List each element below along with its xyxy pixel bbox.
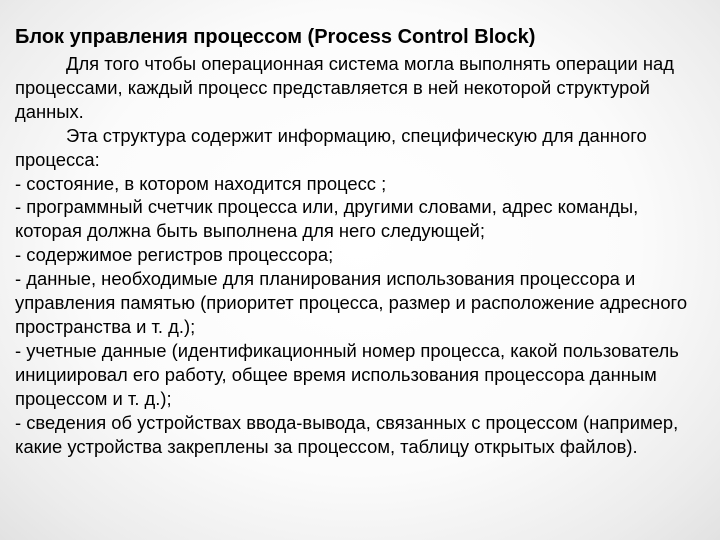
intro-paragraph: Для того чтобы операционная система могла выполнять операции над процессами, каждый процесс представляется в ней некоторой структурой данных. (15, 53, 674, 122)
lead-paragraph: Эта структура содержит информацию, специфическую для данного процесса: (15, 124, 647, 170)
list-item-registers: - содержимое регистров процессора; (15, 244, 334, 266)
slide-content (15, 24, 707, 458)
list-item-io-info: - сведения об устройствах ввода-вывода, связанных с процессом (например, какие устройства закреплены за процессом, таблицу открытых файлов). (15, 411, 679, 457)
list-item-program-counter: - программный счетчик процесса или, другими словами, адрес команды, которая должна быть выполнена для него следующей; (15, 196, 639, 242)
list-item-scheduling-data: - данные, необходимые для планирования использования процессора и управления памятью (приоритет процесса, размер и расположение адресного пространства и т. д.); (15, 268, 688, 337)
list-item-state: - состояние, в котором находится процесс ; (15, 172, 387, 194)
list-item-accounting-data: - учетные данные (идентификационный номер процесса, какой пользователь инициировал его работу, общее время использования процессора данным процессом и т. д.); (15, 339, 679, 409)
slide-title: Блок управления процессом (Process Control Block) (15, 26, 536, 48)
slide-body (15, 52, 707, 458)
